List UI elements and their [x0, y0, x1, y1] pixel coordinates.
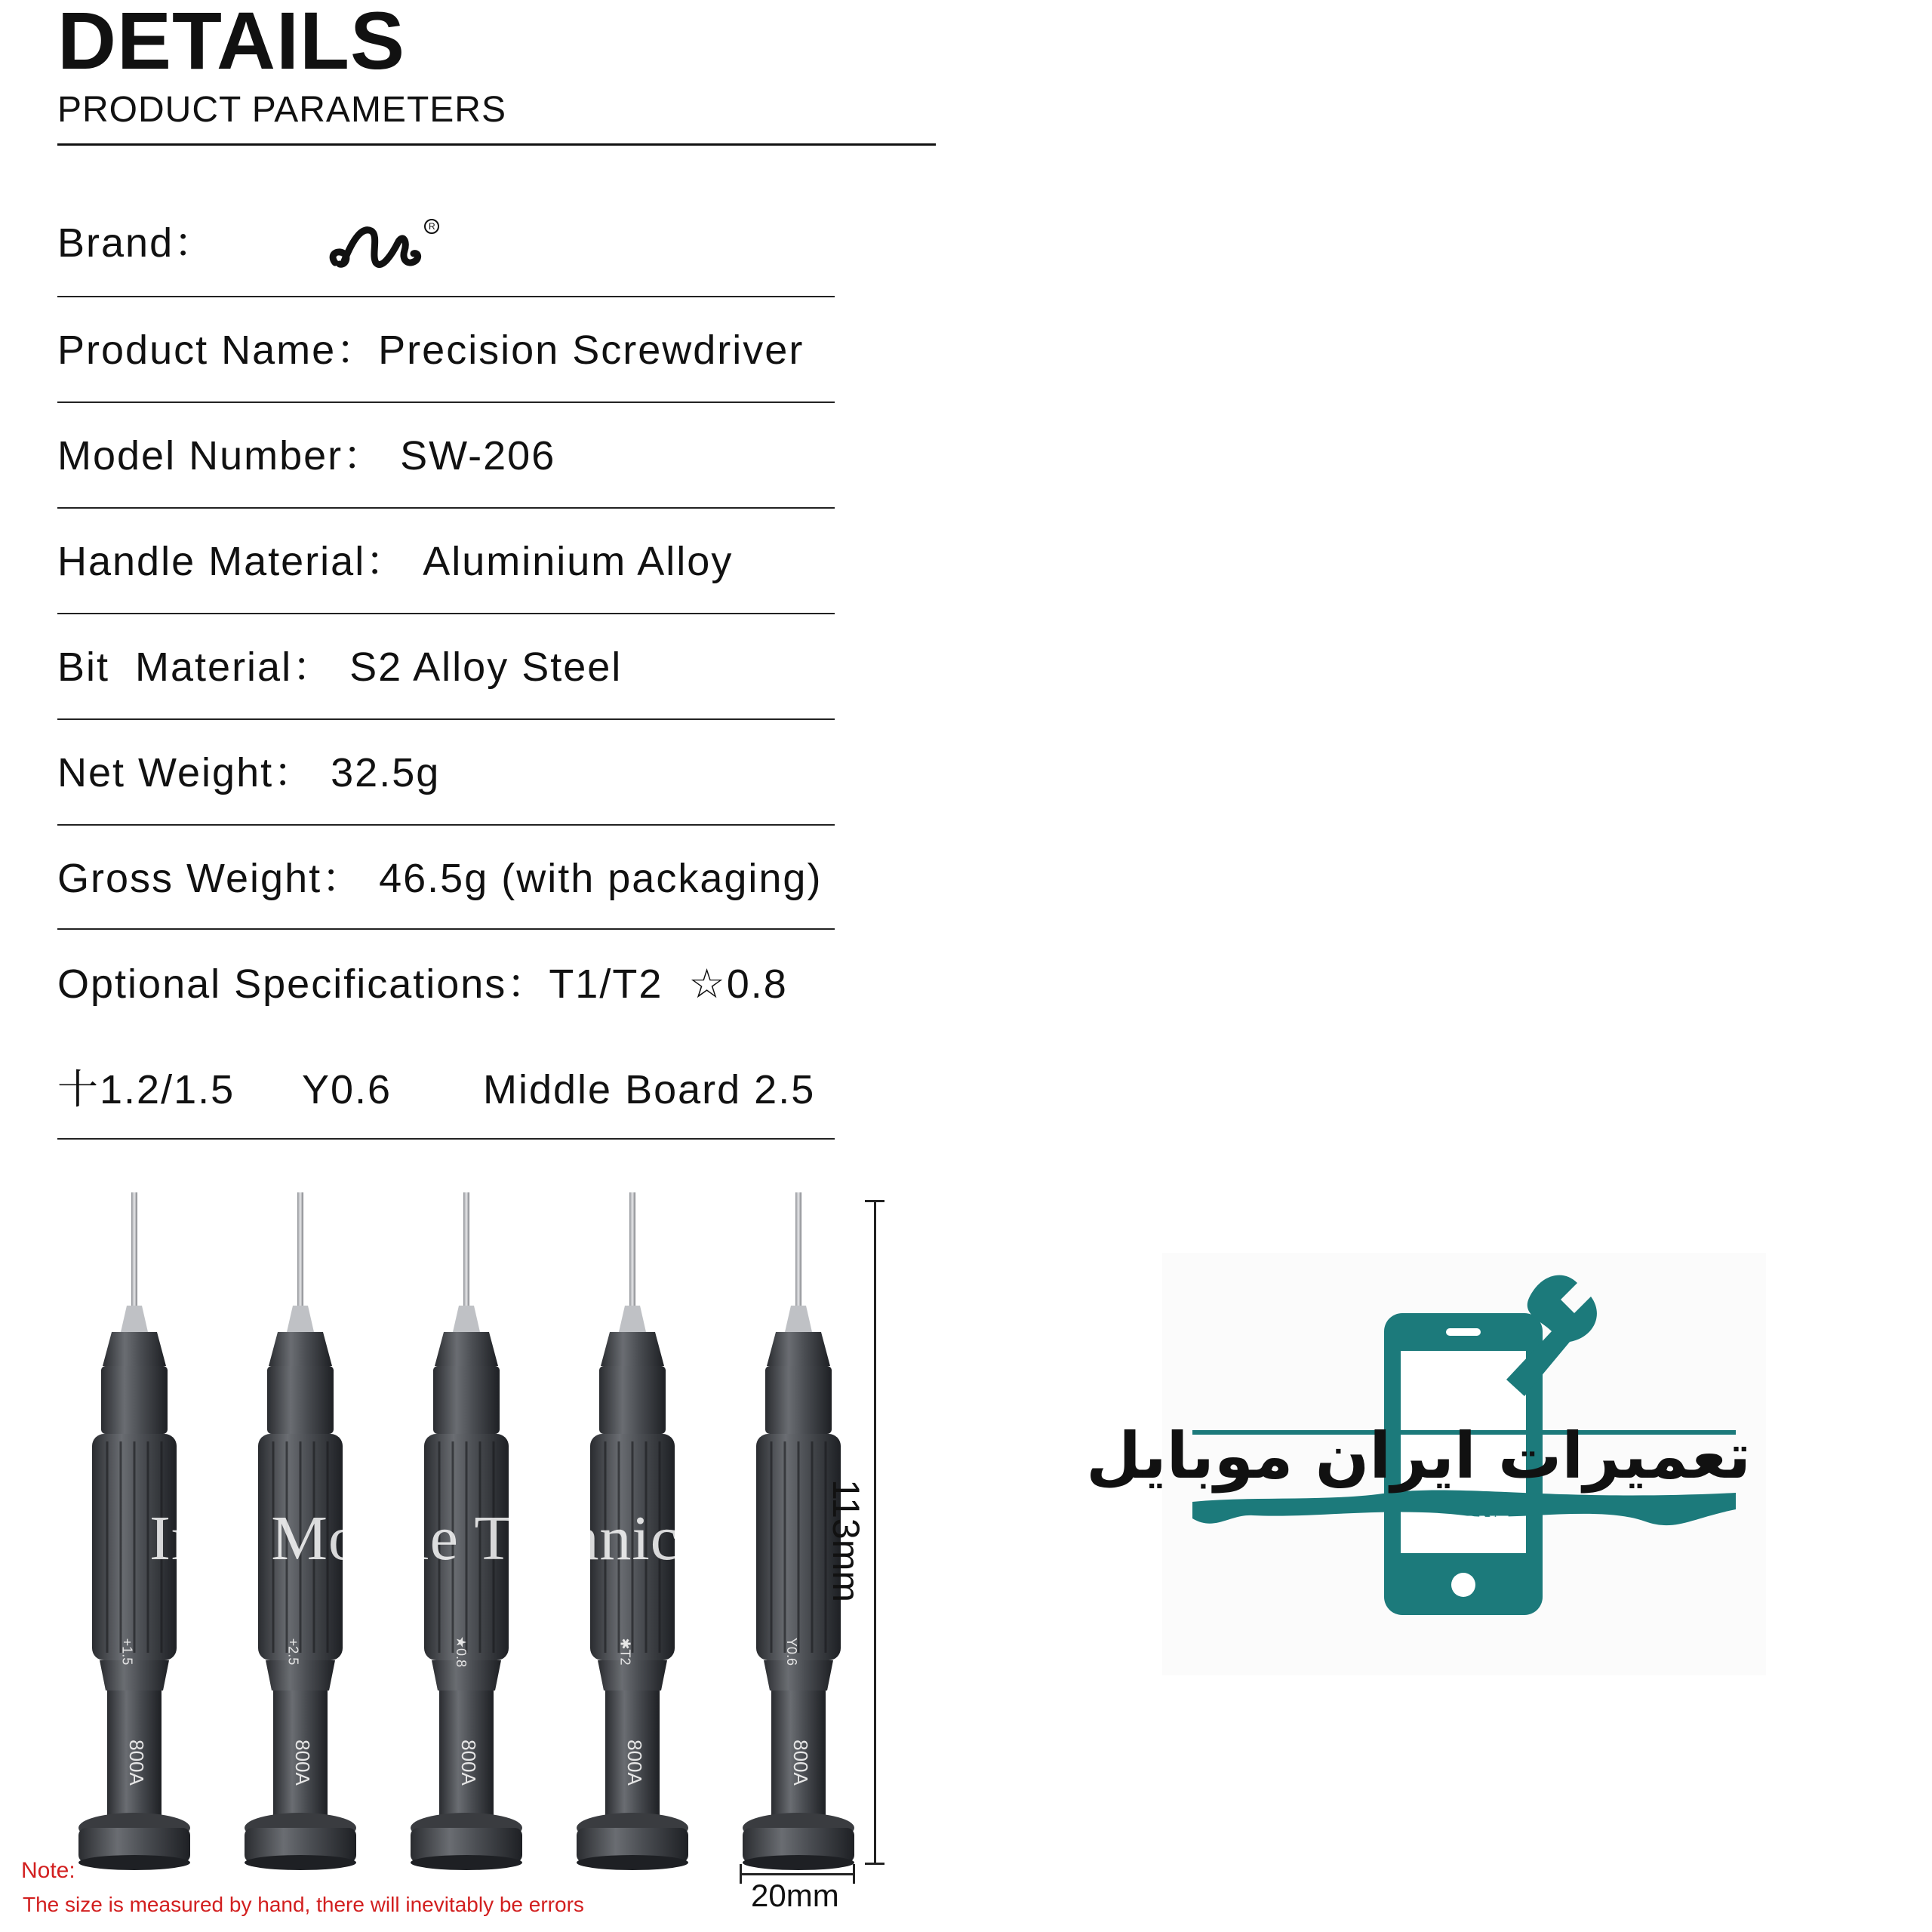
spec-row-bit: [57, 643, 835, 691]
brand-label: Brand：: [57, 220, 217, 266]
width-dimension-line: [740, 1873, 854, 1875]
length-label: 113mm: [825, 1479, 867, 1603]
divider: [57, 928, 835, 930]
svg-text:R: R: [429, 221, 435, 232]
model-marking: 800A: [291, 1740, 314, 1786]
spec-row-brand: [57, 219, 835, 267]
spec-value: 46.5g (with packaging): [379, 856, 823, 901]
spec-value: SW-206: [400, 433, 556, 478]
spec-row-optional-continued: [57, 1066, 835, 1114]
model-marking: 800A: [125, 1740, 148, 1786]
bit-marking: Y0.6: [784, 1637, 800, 1666]
spec-value: T1/T2 ☆0.8: [549, 961, 788, 1007]
divider: [57, 824, 835, 826]
repair-logo-persian-text: تعمیرات ایران موبایل: [1086, 1419, 1751, 1493]
spec-value: Y0.6: [302, 1067, 392, 1112]
spec-value: 十1.2/1.5: [57, 1067, 235, 1112]
length-dimension-line: [874, 1200, 876, 1864]
spec-row-optional: [57, 960, 835, 1008]
spec-label: Net Weight：: [57, 750, 316, 795]
header-divider: [57, 143, 936, 146]
width-label: 20mm: [751, 1878, 839, 1913]
spec-row-handle: [57, 537, 835, 586]
dimension-cap: [865, 1863, 884, 1865]
bit-marking: ★0.8: [454, 1635, 469, 1668]
divider: [57, 401, 835, 403]
model-marking: 800A: [623, 1740, 646, 1786]
divider: [57, 507, 835, 509]
spec-label: Model Number：: [57, 433, 386, 478]
brand-logo-icon: [329, 216, 442, 275]
spec-label: Bit Material：: [57, 645, 335, 690]
repair-logo-line1: PHONE: [1429, 1511, 1511, 1536]
bit-marking: +1.5: [119, 1638, 135, 1666]
dimension-cap: [740, 1864, 742, 1884]
model-marking: 800A: [457, 1740, 480, 1786]
spec-row-net-weight: [57, 749, 835, 797]
divider: [57, 1138, 835, 1140]
dimension-cap: [853, 1864, 855, 1884]
spec-label: Product Name：: [57, 328, 379, 373]
repair-logo-english-text: [1380, 1512, 1561, 1558]
spec-row-gross-weight: [57, 854, 903, 903]
model-marking: 800A: [789, 1740, 812, 1786]
spec-value: S2 Alloy Steel: [349, 645, 623, 690]
page-subtitle: PRODUCT PARAMETERS: [57, 90, 506, 130]
spec-row-product-name: [57, 326, 835, 374]
divider: [57, 613, 835, 614]
dimension-cap: [865, 1200, 884, 1202]
divider: [57, 718, 835, 720]
page-title: DETAILS: [57, 0, 405, 86]
spec-label: Handle Material：: [57, 539, 408, 584]
bit-marking: +2.5: [285, 1638, 301, 1666]
spec-row-model: [57, 432, 835, 480]
spec-value: Aluminium Alloy: [423, 539, 734, 584]
note-text: The size is measured by hand, there will inevitably be errors: [23, 1893, 584, 1916]
spec-value: 32.5g: [331, 750, 441, 795]
watermark-text: Iran Mobile Technical: [149, 1503, 727, 1574]
bit-marking: ✱T2: [617, 1638, 633, 1666]
note-label: Note:: [21, 1858, 75, 1883]
spec-value: Middle Board 2.5: [483, 1067, 816, 1112]
divider: [57, 296, 835, 297]
repair-logo-line2: REPAIR: [1427, 1534, 1513, 1558]
spec-value: Precision Screwdriver: [378, 328, 804, 373]
spec-label: Optional Specifications：: [57, 961, 549, 1007]
spec-label: Gross Weight：: [57, 856, 365, 901]
